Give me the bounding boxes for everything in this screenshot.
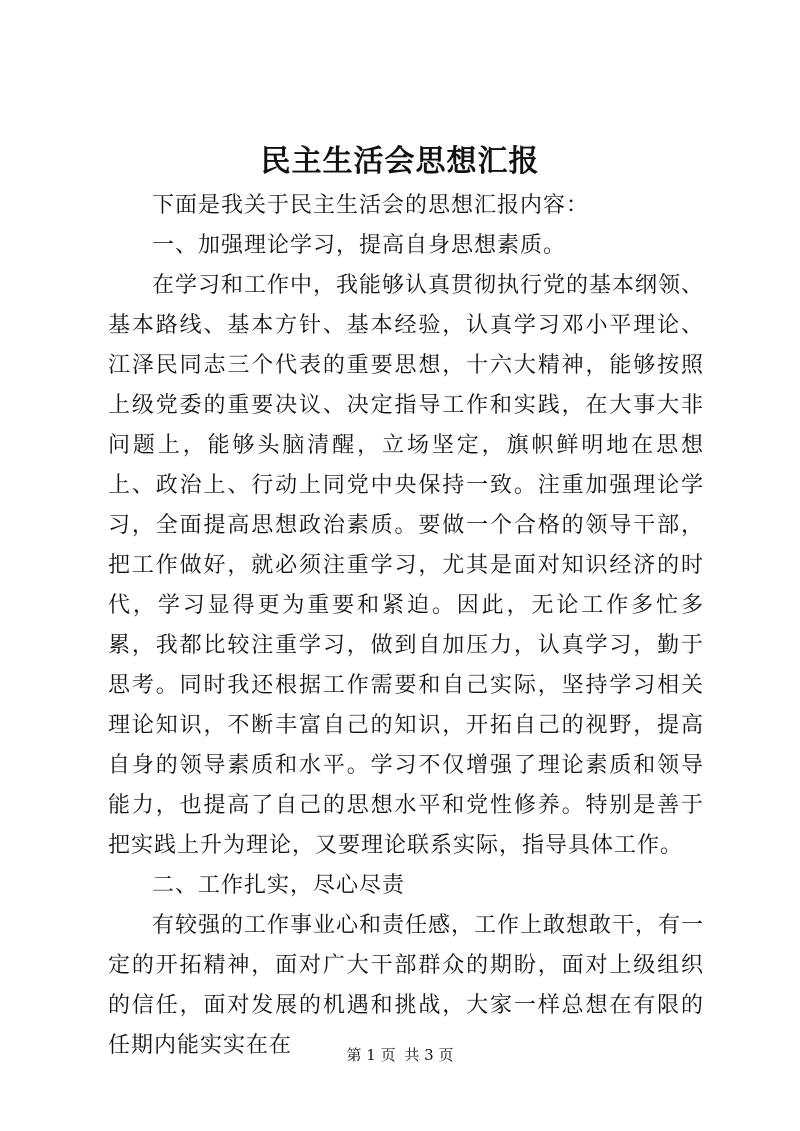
page-number: 第 1 页 xyxy=(346,1046,396,1064)
document-body xyxy=(108,186,704,1066)
document-title: 民主生活会思想汇报 xyxy=(260,144,540,179)
page-footer xyxy=(0,1045,800,1065)
paragraph-section-2: 有较强的工作事业心和责任感，工作上敢想敢干，有一定的开拓精神，面对广大干部群众的期盼，面对上级组织的信任，面对发展的机遇和挑战，大家一样总想在有限的任期内能实实在在 xyxy=(108,913,705,1058)
paragraph-intro: 下面是我关于民主生活会的思想汇报内容： xyxy=(152,193,590,218)
page-total: 共 3 页 xyxy=(404,1046,454,1064)
heading-section-2: 二、工作扎实，尽心尽责 xyxy=(152,873,406,898)
heading-section-1: 一、加强理论学习，提高自身思想素质。 xyxy=(152,233,567,258)
paragraph-section-1: 在学习和工作中，我能够认真贯彻执行党的基本纲领、基本路线、基本方针、基本经验，认真学习邓小平理论、江泽民同志三个代表的重要思想，十六大精神，能够按照上级党委的重要决议、决定指导工作和实践，在大事大非问题上，能够头脑清醒，立场坚定，旗帜鲜明地在思想上、政治上、行动上同党中央保持一致。注重加强理论学习，全面提高思想政治素质。要做一个合格的领导干部，把工作做好，就必须注重学习，尤其是面对知识经济的时代，学习显得更为重要和紧迫。因此，无论工作多忙多累，我都比较注重学习，做到自加压力，认真学习，勤于思考。同时我还根据工作需要和自己实际，坚持学习相关理论知识，不断丰富自己的知识，开拓自己的视野，提高自身的领导素质和水平。学习不仅增强了理论素质和领导能力，也提高了自己的思想水平和党性修养。特别是善于把实践上升为理论，又要理论联系实际，指导具体工作。 xyxy=(108,273,705,858)
